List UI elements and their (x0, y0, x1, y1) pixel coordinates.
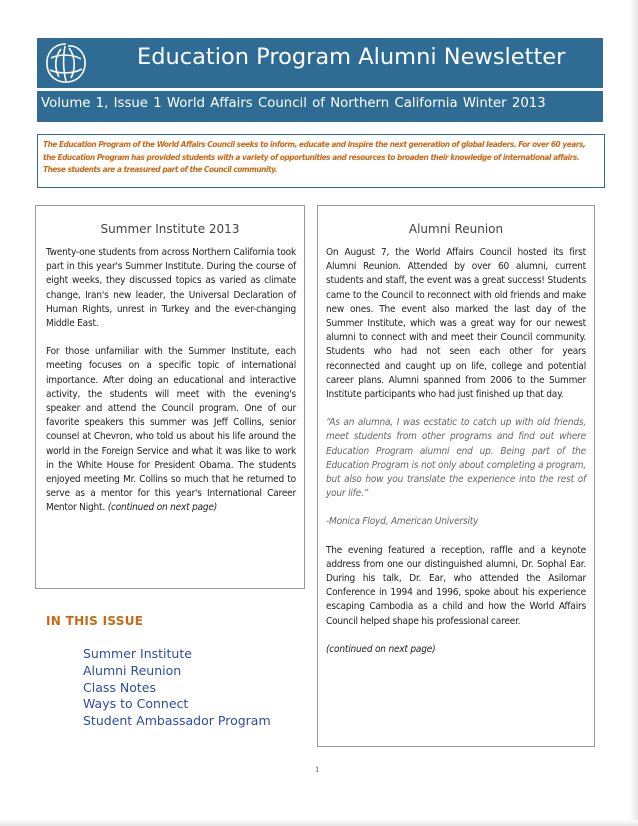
page-shadow-right (630, 0, 638, 826)
in-this-issue-heading: IN THIS ISSUE (46, 614, 144, 628)
summer-institute-paragraph-2 (46, 345, 296, 515)
alumni-reunion-article (317, 205, 595, 747)
toc-item-student-ambassador-program[interactable]: Student Ambassador Program (83, 713, 271, 729)
newsletter-title: Education Program Alumni Newsletter (137, 44, 566, 70)
summer-institute-paragraph-1: Twenty-one students from across Northern California took part in this year's Summer Institute. During the course of eight weeks, they discussed topics as varied as climate change, Iran's new leader, the Universal Declaration of Human Rights, unrest in Turkey and the ever-changing Middle East. (46, 247, 296, 330)
toc-item-summer-institute[interactable]: Summer Institute (83, 646, 192, 661)
page-shadow-bottom (0, 820, 638, 826)
toc-item-ways-to-connect[interactable]: Ways to Connect (83, 696, 189, 712)
globe-swirl-icon (41, 40, 91, 86)
summer-institute-body (46, 246, 296, 530)
table-of-contents (83, 646, 271, 730)
alumni-quote: “As an alumna, I was ecstatic to catch up with old friends, meet students from other programs and find out where Education Program alumni end up. Being part of the Education Program is not only about completing a program, but also how you translate the experience into the rest of your life.” (326, 417, 586, 500)
toc-item-alumni-reunion[interactable]: Alumni Reunion (83, 662, 182, 678)
toc-item-class-notes[interactable]: Class Notes (83, 679, 156, 695)
mission-statement: The Education Program of the World Affairs Council seeks to inform, educate and inspire the next generation of global leaders. For over 60 years, the Education Program has provided students with a variety of opportunities and resources to broaden their knowledge of international affairs. These students are a treasured part of the Council community. (37, 134, 605, 188)
masthead (37, 38, 603, 122)
alumni-reunion-paragraph-1: On August 7, the World Affairs Council hosted its first Alumni Reunion. Attended by over 60 alumni, current students and staff, the event was a great success! Students came to the Council to reconnect with old friends and make new ones. The event also marked the last day of the Summer Institute, which was a great way for our newest alumni to connect with and meet their Council community. Students who had not seen each other for years reconnected and caught up on life, college and potential career plans. Alumni spanned from 2006 to the Summer Institute participants who had just finished up that day. (326, 247, 586, 401)
alumni-reunion-continued: (continued on next page) (326, 643, 436, 655)
alumni-reunion-paragraph-2: The evening featured a reception, raffle and a keynote address from one our distinguished alumni, Dr. Sophal Ear. During his talk, Dr. Ear, who attended the Asilomar Conference in 1994 and 1996, spoke about his experience escaping Cambodia as a child and how the World Affairs Council helped shape his professional career. (326, 544, 586, 627)
summer-institute-paragraph-2-text: For those unfamiliar with the Summer Institute, each meeting focuses on a specific topic of international importance. After doing an educational and interactive activity, the students will meet with the evening's speaker and attend the Council program. One of our favorite speakers this summer was Jeff Collins, senior counsel at Chevron, who told us about his life around the world in the Foreign Service and what it was like to work in the White House for President Obama. The students enjoyed meeting Mr. Collins so much that he returned to serve as a mentor for this year's International Career Mentor Night. (46, 346, 296, 514)
page-number: 1 (315, 766, 320, 774)
summer-institute-article (35, 205, 305, 589)
alumni-reunion-body (326, 246, 586, 671)
issue-line: Volume 1, Issue 1 World Affairs Council of Northern California Winter 2013 (41, 96, 546, 111)
masthead-divider (37, 88, 603, 91)
alumni-reunion-heading: Alumni Reunion (408, 222, 504, 236)
alumni-quote-attribution: -Monica Floyd, American University (326, 516, 479, 528)
summer-institute-heading: Summer Institute 2013 (100, 222, 240, 236)
summer-institute-continued: (continued on next page) (107, 502, 218, 514)
